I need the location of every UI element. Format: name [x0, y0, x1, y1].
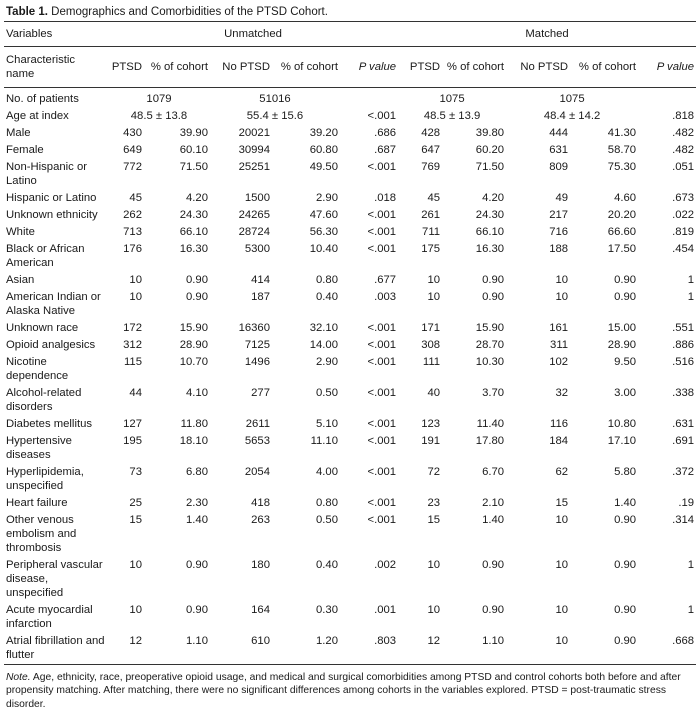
cell: 49	[555, 192, 569, 204]
cell: 15	[129, 514, 142, 526]
cell: 48.5 ± 13.8	[130, 110, 188, 122]
cell: 10	[129, 604, 142, 616]
bottom-rule	[4, 664, 696, 669]
cell: 56.30	[309, 226, 338, 238]
cell: 17.50	[607, 243, 637, 255]
cell: 20021	[238, 127, 270, 139]
cell: 0.90	[614, 559, 637, 571]
table-row	[4, 207, 696, 224]
cell: 175	[421, 243, 441, 255]
cell: 7125	[244, 339, 270, 351]
cell: 10	[427, 274, 441, 286]
cell: 2054	[244, 466, 270, 478]
cell: 12	[129, 635, 142, 647]
group-header-row	[4, 22, 696, 47]
cell: 17.10	[607, 435, 637, 447]
cell: .687	[374, 144, 397, 156]
caption-label: Table 1.	[6, 6, 48, 18]
table-row	[4, 224, 696, 241]
cell: 631	[549, 144, 569, 156]
cell: 48.5 ± 13.9	[423, 110, 481, 122]
row-label: Unknown race	[6, 322, 79, 334]
cell: 1	[687, 274, 695, 286]
cell: 17.80	[475, 435, 505, 447]
cell: 30994	[238, 144, 270, 156]
row-label: Female	[6, 144, 44, 156]
cell: 772	[123, 161, 142, 173]
cell: 308	[421, 339, 441, 351]
cell: 713	[123, 226, 142, 238]
cell: 11.40	[476, 418, 505, 430]
cell: .19	[678, 497, 695, 509]
cell: 39.80	[475, 127, 505, 139]
cell: 4.00	[316, 466, 338, 478]
u-ptsd-header: PTSD	[108, 47, 144, 88]
cell: 711	[422, 226, 441, 238]
table-row-age	[4, 108, 696, 125]
cell: 28724	[238, 226, 270, 238]
cell: 10	[555, 559, 569, 571]
table-row	[4, 602, 696, 633]
table-row	[4, 433, 696, 464]
cell: 1.40	[614, 497, 637, 509]
cell: 12	[427, 635, 441, 647]
cell: 0.40	[316, 291, 338, 303]
m-pvalue-header: P value	[638, 47, 696, 88]
cell: .003	[374, 291, 397, 303]
cell: .677	[374, 274, 397, 286]
u-ptsd-pct-header: % of cohort	[144, 47, 210, 88]
u-noptsd-pct-header: % of cohort	[272, 47, 340, 88]
cell: 111	[422, 356, 441, 368]
cell: <.001	[367, 322, 397, 334]
table-row	[4, 512, 696, 557]
unmatched-header: Unmatched	[108, 22, 398, 47]
cell: <.001	[367, 497, 397, 509]
cell: 40	[427, 387, 441, 399]
cell: 1.10	[482, 635, 505, 647]
cell: 60.10	[179, 144, 208, 156]
row-label: Heart failure	[6, 497, 68, 509]
note-label: Note.	[6, 671, 31, 683]
cell: .673	[672, 192, 695, 204]
cell: 1	[687, 604, 695, 616]
cell: 195	[123, 435, 142, 447]
note-text: Age, ethnicity, race, preoperative opioid usage, and medical and surgical comorbidities among PTSD and control cohorts both before and after propensity matching. After matching, there were no significant differences among cohorts in the variables explored. PTSD = post-traumatic stress disorder.	[6, 671, 681, 710]
cell: 10	[129, 559, 142, 571]
cell: 72	[427, 466, 441, 478]
variables-header: Variables	[4, 22, 108, 47]
characteristic-header: Characteristic name	[4, 47, 108, 88]
cell: 60.20	[475, 144, 505, 156]
cell: .482	[672, 144, 695, 156]
cell: 28.90	[179, 339, 208, 351]
cell: .631	[672, 418, 695, 430]
cell: 16.30	[475, 243, 505, 255]
cell: 0.90	[614, 514, 637, 526]
cell: 51016	[259, 93, 291, 105]
cell: 127	[123, 418, 142, 430]
cell: 0.50	[316, 387, 338, 399]
cell: 1075	[559, 93, 585, 105]
cell: .314	[672, 514, 695, 526]
row-label: Atrial fibrillation and flutter	[6, 635, 105, 661]
cell: 10	[129, 291, 142, 303]
cell: 261	[421, 209, 441, 221]
cell: .691	[672, 435, 695, 447]
cell: 2.30	[186, 497, 208, 509]
cell: 172	[123, 322, 142, 334]
table-row-patients	[4, 88, 696, 108]
table-row	[4, 272, 696, 289]
data-rows	[4, 125, 696, 665]
cell: 0.90	[614, 604, 637, 616]
cell: <.001	[367, 226, 397, 238]
row-label: Asian	[6, 274, 35, 286]
cell: 0.90	[186, 559, 208, 571]
row-label: White	[6, 226, 35, 238]
cell: .338	[672, 387, 695, 399]
cell: 418	[251, 497, 270, 509]
cell: 66.10	[179, 226, 208, 238]
cell: 66.10	[475, 226, 505, 238]
row-label: Hispanic or Latino	[6, 192, 97, 204]
cell: 18.10	[179, 435, 208, 447]
cell: <.001	[367, 435, 397, 447]
cell: 610	[251, 635, 270, 647]
cell: 277	[251, 387, 270, 399]
cell: 1075	[439, 93, 465, 105]
cell: 0.90	[482, 274, 505, 286]
cell: 1	[687, 559, 695, 571]
cell: 10	[555, 604, 569, 616]
cell: 176	[123, 243, 142, 255]
row-label: Alcohol-related disorders	[6, 387, 82, 413]
table-row	[4, 289, 696, 320]
cell: 414	[251, 274, 270, 286]
cell-empty	[638, 88, 696, 108]
table-row	[4, 416, 696, 433]
cell: 10	[555, 291, 569, 303]
cell: 60.80	[309, 144, 338, 156]
m-ptsd-header: PTSD	[398, 47, 442, 88]
cell: 45	[427, 192, 441, 204]
cell: 2.90	[316, 356, 338, 368]
cell: .551	[672, 322, 695, 334]
cell: 430	[123, 127, 142, 139]
row-label: Hypertensive diseases	[6, 435, 72, 461]
cohort-table	[4, 21, 696, 669]
u-pvalue-header: P value	[340, 47, 398, 88]
table-row	[4, 125, 696, 142]
cell: 123	[421, 418, 441, 430]
cell: 2.90	[316, 192, 338, 204]
cell: 0.90	[614, 291, 637, 303]
cell: 428	[421, 127, 441, 139]
cell: 28.90	[607, 339, 637, 351]
cell: 10	[555, 635, 569, 647]
cell: 3.00	[614, 387, 637, 399]
cell: 0.90	[614, 635, 637, 647]
cell: 24.30	[475, 209, 505, 221]
cell: 102	[549, 356, 569, 368]
table-row	[4, 142, 696, 159]
row-label: Opioid analgesics	[6, 339, 96, 351]
cell: 55.4 ± 15.6	[246, 110, 304, 122]
cell: 0.40	[316, 559, 338, 571]
cell: 49.50	[309, 161, 338, 173]
cell: 444	[549, 127, 569, 139]
cell: 23	[427, 497, 441, 509]
cell: 5300	[244, 243, 270, 255]
row-label: Nicotine dependence	[6, 356, 69, 382]
cell: 188	[549, 243, 569, 255]
cell: 647	[421, 144, 441, 156]
caption-title: Demographics and Comorbidities of the PTSD Cohort.	[51, 6, 328, 18]
cell: <.001	[367, 466, 397, 478]
table-row	[4, 557, 696, 602]
table-row	[4, 241, 696, 272]
table-row	[4, 354, 696, 385]
table-row	[4, 464, 696, 495]
cell: 48.4 ± 14.2	[543, 110, 601, 122]
table-row	[4, 320, 696, 337]
cell: 41.30	[607, 127, 637, 139]
cell: 10	[555, 274, 569, 286]
cell: 262	[123, 209, 142, 221]
cell: 10	[427, 559, 441, 571]
cell: <.001	[367, 418, 397, 430]
cell: 25	[129, 497, 142, 509]
row-label: Diabetes mellitus	[6, 418, 93, 430]
cell: 164	[251, 604, 270, 616]
cell: 171	[421, 322, 441, 334]
cell: .018	[374, 192, 397, 204]
cell: 311	[550, 339, 569, 351]
cell: 25251	[238, 161, 270, 173]
cell: <.001	[367, 161, 397, 173]
cell: 9.50	[614, 356, 637, 368]
cell: 5653	[244, 435, 270, 447]
cell: 809	[549, 161, 569, 173]
cell: 1.10	[186, 635, 208, 647]
cell: 15.90	[475, 322, 505, 334]
u-noptsd-header: No PTSD	[210, 47, 272, 88]
cell: 716	[549, 226, 569, 238]
cell: 2611	[245, 418, 270, 430]
cell: 5.10	[316, 418, 338, 430]
table-figure	[4, 0, 696, 711]
cell: .803	[374, 635, 397, 647]
cell: 184	[549, 435, 569, 447]
cell: 6.70	[482, 466, 505, 478]
cell: 1079	[146, 93, 172, 105]
table-row	[4, 495, 696, 512]
cell: .668	[672, 635, 695, 647]
cell: 187	[251, 291, 270, 303]
cell: .482	[672, 127, 695, 139]
cell: 20.20	[607, 209, 637, 221]
cell: .686	[374, 127, 397, 139]
cell: 0.90	[614, 274, 637, 286]
matched-header: Matched	[398, 22, 696, 47]
cell: 73	[129, 466, 142, 478]
cell: <.001	[367, 209, 397, 221]
cell: 10.70	[179, 356, 208, 368]
cell: .819	[672, 226, 695, 238]
cell: 0.80	[316, 274, 338, 286]
table-bottom-rule	[4, 664, 696, 669]
cell: 71.50	[475, 161, 505, 173]
cell: 10.40	[309, 243, 338, 255]
cell: 4.20	[482, 192, 505, 204]
cell: 15	[555, 497, 569, 509]
cell: 769	[421, 161, 441, 173]
cell: <.001	[367, 110, 397, 122]
cell: 0.90	[482, 604, 505, 616]
cell: 0.90	[186, 604, 208, 616]
cell: .001	[374, 604, 397, 616]
cell: 11.10	[310, 435, 338, 447]
cell: .516	[672, 356, 695, 368]
cell: 47.60	[309, 209, 338, 221]
row-label: American Indian or Alaska Native	[6, 291, 101, 317]
table-row	[4, 159, 696, 190]
table-caption	[4, 3, 696, 21]
cell-empty	[340, 88, 398, 108]
cell: 116	[550, 418, 569, 430]
row-label: Peripheral vascular disease, unspecified	[6, 559, 103, 599]
table-row	[4, 190, 696, 207]
cell: 15	[427, 514, 441, 526]
cell: .886	[672, 339, 695, 351]
cell: 0.90	[186, 291, 208, 303]
table-row	[4, 633, 696, 665]
row-label: Unknown ethnicity	[6, 209, 98, 221]
cell: 0.30	[316, 604, 338, 616]
cell: 14.00	[309, 339, 338, 351]
cell: 10	[427, 291, 441, 303]
cell: .051	[672, 161, 695, 173]
row-label: Black or African American	[6, 243, 85, 269]
row-label: Acute myocardial infarction	[6, 604, 93, 630]
m-noptsd-pct-header: % of cohort	[570, 47, 638, 88]
cell: .372	[672, 466, 695, 478]
table-note	[4, 671, 696, 712]
table-row	[4, 337, 696, 354]
cell: .454	[672, 243, 695, 255]
cell: .818	[672, 110, 695, 122]
cell: 191	[421, 435, 441, 447]
cell: 0.90	[186, 274, 208, 286]
cell: 1.40	[482, 514, 505, 526]
column-header-row	[4, 47, 696, 88]
cell: 71.50	[179, 161, 208, 173]
cell: 32.10	[309, 322, 338, 334]
cell: 62	[555, 466, 569, 478]
cell: 5.80	[614, 466, 637, 478]
cell: <.001	[367, 243, 397, 255]
row-label: No. of patients	[6, 93, 79, 105]
cell: 28.70	[475, 339, 505, 351]
cell: 16.30	[179, 243, 208, 255]
cell: 4.10	[186, 387, 208, 399]
cell: 1.40	[186, 514, 208, 526]
cell: 66.60	[607, 226, 637, 238]
cell: 4.20	[186, 192, 208, 204]
cell: 0.90	[482, 291, 505, 303]
cell: 75.30	[607, 161, 637, 173]
cell: 161	[549, 322, 569, 334]
cell: 263	[251, 514, 270, 526]
row-label: Other venous embolism and thrombosis	[6, 514, 77, 554]
cell: 1.20	[316, 635, 338, 647]
cell: <.001	[367, 356, 397, 368]
cell: 32	[555, 387, 569, 399]
cell: 1496	[244, 356, 270, 368]
cell: .022	[672, 209, 695, 221]
cell: 24265	[238, 209, 270, 221]
cell: <.001	[367, 339, 397, 351]
cell: 649	[123, 144, 142, 156]
cell: 24.30	[179, 209, 208, 221]
row-label: Non-Hispanic or Latino	[6, 161, 87, 187]
cell: 44	[129, 387, 142, 399]
table-row	[4, 385, 696, 416]
cell: 10	[129, 274, 142, 286]
cell: 11.80	[180, 418, 208, 430]
cell: 1500	[244, 192, 270, 204]
cell: .002	[374, 559, 397, 571]
cell: 10	[555, 514, 569, 526]
cell: 0.50	[316, 514, 338, 526]
cell: 217	[549, 209, 569, 221]
cell: 1	[687, 291, 695, 303]
cell: 10.30	[475, 356, 505, 368]
cell: 0.80	[316, 497, 338, 509]
row-label: Hyperlipidemia, unspecified	[6, 466, 84, 492]
cell: 312	[123, 339, 142, 351]
m-noptsd-header: No PTSD	[506, 47, 570, 88]
cell: 0.90	[482, 559, 505, 571]
cell: 15.00	[607, 322, 637, 334]
cell: 6.80	[186, 466, 208, 478]
cell: 39.90	[179, 127, 208, 139]
cell: 16360	[238, 322, 270, 334]
cell: 2.10	[482, 497, 505, 509]
cell: 115	[123, 356, 142, 368]
cell: 58.70	[607, 144, 637, 156]
cell: 45	[129, 192, 142, 204]
m-ptsd-pct-header: % of cohort	[442, 47, 506, 88]
cell: 10	[427, 604, 441, 616]
cell: 39.20	[309, 127, 338, 139]
row-label: Age at index	[6, 110, 69, 122]
cell: 3.70	[482, 387, 505, 399]
cell: 4.60	[614, 192, 637, 204]
cell: 180	[251, 559, 270, 571]
cell: 15.90	[179, 322, 208, 334]
row-label: Male	[6, 127, 31, 139]
cell: 10.80	[607, 418, 637, 430]
cell: <.001	[367, 514, 397, 526]
cell: <.001	[367, 387, 397, 399]
